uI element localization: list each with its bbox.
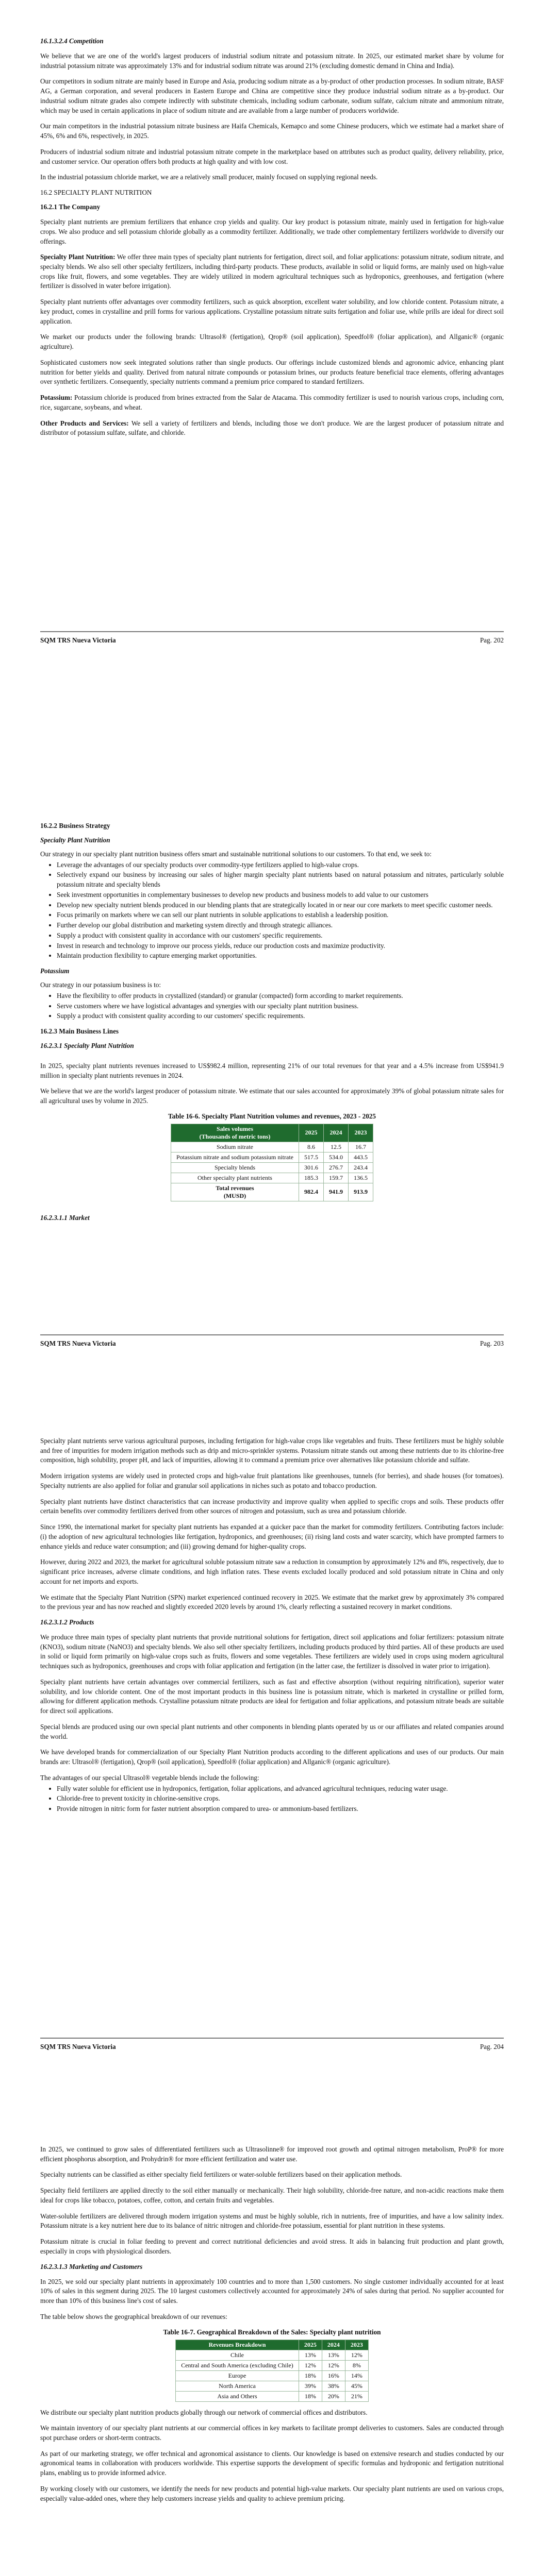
bullet-item: • Invest in research and technology to improve our process yields, reduce our production costs and maximize productivity. — [57, 941, 504, 951]
heading-the-company: 16.2.1 The Company — [40, 203, 101, 211]
bullet-item: • Develop new specialty nutrient blends produced in our blending plants that are strategically located in or near our core markets to meet specific customer needs. — [57, 901, 504, 910]
bullet-item: • Have the flexibility to offer products in crystallized (standard) or granular (compacted) form according to market requirements. — [57, 991, 504, 1001]
bullet-item: • Provide nitrogen in nitric form for faster nutrient absorption compared to urea- or ammonium-based fertilizers. — [57, 1804, 504, 1814]
bullet-item: • Fully water soluble for efficient use in hydroponics, fertigation, foliar applications, and advanced agricultural techniques, reducing water usage. — [57, 1784, 504, 1794]
footer-title: SQM TRS Nueva Victoria — [40, 636, 116, 644]
table-cell: 913.9 — [348, 1183, 373, 1201]
table-header-cell: 2024 — [322, 2340, 345, 2350]
footer-title: SQM TRS Nueva Victoria — [40, 2043, 116, 2050]
bullet-item: • Focus primarily on markets where we can sell our plant nutrients in soluble applications to establish a leadership position. — [57, 910, 504, 920]
paragraph: Specialty field fertilizers are applied directly to the soil either manually or mechanically. Their high solubility, chloride-free nature, and non-acidic reactions make them ideal for crops like tobacco, potatoes, coffee, cotton, and certain fruits and vegetables. — [40, 2187, 504, 2204]
table-cell: 8% — [345, 2360, 368, 2370]
heading-specialty-plant-nutrition: 16.2 SPECIALTY PLANT NUTRITION — [40, 189, 152, 197]
table-cell: 517.5 — [299, 1152, 323, 1162]
paragraph: As part of our marketing strategy, we offer technical and agronomical assistance to clients. Our knowledge is based on extensive research and studies conducted by our agronomical teams in collaboration with producers worldwide. This expertise supports the development of specific formulas and hydroponic and fertigation nutritional plans, enabling us to provide informed advice. — [40, 2449, 504, 2477]
bullet-item: • Serve customers where we have logistical advantages and synergies with our specialty plant nutrition business. — [57, 1002, 504, 1011]
potassium-bullet-list — [57, 991, 504, 1021]
table-cell: 982.4 — [299, 1183, 323, 1201]
paragraph: Specialty plant nutrients have distinct characteristics that can increase productivity and improve quality when applied to specific crops and soils. These products offer certain benefits over commodity fertilizers derived from other sources of nitrogen and potassium, such as urea and potassium chloride. — [40, 1497, 504, 1515]
table-cell: Central and South America (excluding Chile) — [176, 2360, 299, 2370]
paragraph-text: We offer three main types of specialty plant nutrients for fertigation, direct soil, and foliar applications: potassium nitrate, sodium nitrate, and specialty blends. We also sell other specialty fertilizers, including third-party products. These products, available in solid or liquid forms, are mainly used on high-value crops like fruit, flowers, and some vegetables. They are widely utilized in modern agricultural techniques such as hydroponics, greenhouses, and fertigation (where fertilizer is dissolved in water before irrigation). — [40, 253, 504, 290]
page-footer — [40, 1334, 504, 1348]
heading-competition: 16.1.3.2.4 Competition — [40, 37, 104, 45]
label-other-products: Other Products and Services: — [40, 419, 129, 427]
table-cell: 276.7 — [323, 1162, 348, 1173]
label-spn: Specialty Plant Nutrition: — [40, 253, 116, 261]
table-cell: 185.3 — [299, 1173, 323, 1183]
paragraph: We distribute our specialty plant nutrition products globally through our network of commercial offices and distributors. — [40, 2408, 368, 2416]
paragraph-spn — [40, 252, 504, 291]
table-cell: Asia and Others — [176, 2391, 299, 2401]
bullet-item: • Leverage the advantages of our specialty products over commodity-type fertilizers applied to high-value crops. — [57, 860, 504, 870]
page-204 — [0, 1406, 544, 2110]
table-cell: 45% — [345, 2381, 368, 2391]
paragraph-text: Potassium chloride is produced from brines extracted from the Salar de Atacama. This commodity fertilizer is used to nourish various crops, including corn, rice, sugarcane, soybeans, and wheat. — [40, 394, 504, 411]
paragraph: Specialty plant nutrients offer advantages over commodity fertilizers, such as quick absorption, excellent water solubility, and low chloride content. Potassium nitrate, a key product, comes in crystalline and prill forms for various applications. Crystalline potassium nitrate suits fertigation and foliar use, while prills are ideal for direct soil application. — [40, 298, 504, 325]
geographical-breakdown-table — [175, 2340, 369, 2402]
table-cell: 12% — [322, 2360, 345, 2370]
table-row — [176, 2370, 369, 2381]
paragraph: By working closely with our customers, we identify the needs for new products and potential high-value markets. Our specialty plant nutrients are used on various crops, especially value-added ones, where they help customers increase yields and quality to achieve premium pricing. — [40, 2484, 504, 2502]
heading-potassium: Potassium — [40, 967, 70, 975]
table-cell: 16.7 — [348, 1142, 373, 1152]
heading-main-business-lines: 16.2.3 Main Business Lines — [40, 1027, 119, 1036]
spn-volumes-table — [171, 1124, 373, 1201]
table-header-cell: 2023 — [345, 2340, 368, 2350]
paragraph: We believe that we are one of the world's largest producers of industrial sodium nitrate and potassium nitrate. In 2025, our estimated market share by volume for industrial potassium nitrate was approximately 13% and for industrial sodium nitrate was around 21% (excluding domestic demand in China and India). — [40, 52, 504, 70]
paragraph: Special blends are produced using our own special plant nutrients and other components in blending plants operated by us or our affiliates and related companies around the world. — [40, 1722, 504, 1740]
table-header-cell: Revenues Breakdown — [176, 2340, 299, 2350]
bullet-item: • Seek investment opportunities in complementary businesses to develop new products and business models to add value to our customers — [57, 890, 504, 900]
paragraph: Modern irrigation systems are widely used in protected crops and high-value fruit plantations like greenhouses, tunnels (for berries), and shade houses (for tomatoes). Specialty nutrients are also applied for foliar and granular soil applications in niches such as potato and tobacco production. — [40, 1472, 504, 1489]
table-cell: 21% — [345, 2391, 368, 2401]
table-header-cell: Sales volumes (Thousands of metric tons) — [171, 1124, 299, 1142]
table-row — [171, 1152, 373, 1162]
table-header-cell: 2025 — [299, 2340, 322, 2350]
table-header-cell: 2025 — [299, 1124, 323, 1142]
table-cell: 12.5 — [323, 1142, 348, 1152]
table-row — [176, 2360, 369, 2370]
bullet-item: • Supply a product with consistent quality in accordance with our customers' specific requirements. — [57, 931, 504, 941]
table-row — [171, 1162, 373, 1173]
paragraph: Water-soluble fertilizers are delivered through modern irrigation systems and must be highly soluble, rich in nutrients, free of impurities, and have a low salinity index. Potassium nitrate is a key nutrient here due to its balance of nitric nitrogen and chloride-free potassium, essential for plant nutrition in these systems. — [40, 2212, 504, 2230]
paragraph: We estimate that the Specialty Plant Nutrition (SPN) market experienced continued recovery in 2025. We estimate that the market grew by approximately 3% compared to the previous year and has now reached and slightly exceeded 2020 levels by around 1%, clearly reflecting a sustained recovery in market conditions. — [40, 1593, 504, 1611]
bullet-item: • Selectively expand our business by increasing our sales of higher margin specialty plant nutrients based on natural potassium and nitrates, particularly soluble potassium nitrate and specialty blends — [57, 870, 504, 889]
table-header-cell: 2023 — [348, 1124, 373, 1142]
paragraph: Sophisticated customers now seek integrated solutions rather than single products. Our offerings include customized blends and agronomic advice, enhancing plant nutrition for better yields and quality. Derived from natural nitrate compounds or potassium brines, our products feature beneficial trace elements, offering advantages over synthetic fertilizers. Consequently, specialty nutrients command a premium price compared to standard fertilizers. — [40, 358, 504, 386]
paragraph: In 2025, we continued to grow sales of differentiated fertilizers such as Ultrasolinne® for improved root growth and optimal nitrogen metabolism, ProP® for more efficient phosphorus absorption, and Prohydrin® for more efficient fertilization and water use. — [40, 2145, 504, 2163]
heading-spn-lines: 16.2.3.1 Specialty Plant Nutrition — [40, 1042, 134, 1050]
table-cell: 20% — [322, 2391, 345, 2401]
table-total-row — [171, 1183, 373, 1201]
heading-spn-strategy: Specialty Plant Nutrition — [40, 836, 110, 844]
table-cell: Other specialty plant nutrients — [171, 1173, 299, 1183]
table-cell: 136.5 — [348, 1173, 373, 1183]
table-cell: 243.4 — [348, 1162, 373, 1173]
paragraph: Producers of industrial sodium nitrate and industrial potassium nitrate compete in the marketplace based on attributes such as product quality, delivery reliability, price, and customer service. Our operation offers both products at high quality and with low cost. — [40, 147, 504, 165]
table-caption: Table 16-6. Specialty Plant Nutrition volumes and revenues, 2023 - 2025 — [168, 1112, 376, 1120]
table-cell: 18% — [299, 2370, 322, 2381]
paragraph: We maintain inventory of our specialty plant nutrients at our commercial offices in key markets to facilitate prompt deliveries to customers. Sales are conducted through spot purchase orders or short-term contracts. — [40, 2424, 504, 2442]
table-cell: 443.5 — [348, 1152, 373, 1162]
table-cell: 301.6 — [299, 1162, 323, 1173]
strategy-bullet-list — [57, 860, 504, 961]
table-cell: 14% — [345, 2370, 368, 2381]
table-cell: 12% — [299, 2360, 322, 2370]
ultrasol-bullet-list — [57, 1784, 504, 1814]
table-cell: Chile — [176, 2350, 299, 2360]
page-number: Pag. 203 — [480, 1340, 504, 1347]
table-cell: 16% — [322, 2370, 345, 2381]
paragraph: We have developed brands for commercialization of our Specialty Plant Nutrition products according to the different applications and uses of our products. Our main brands are: Ultrasol® (fertigation), Qrop® (soil application), Speedfol® (foliar application) and Allganic® (organic agriculture). — [40, 1748, 504, 1766]
paragraph-text: We sell a variety of fertilizers and blends, including those we don't produce. We are the largest producer of potassium nitrate and distributor of potassium sulfate, sulfate, and chloride. — [40, 419, 504, 437]
table-row — [171, 1173, 373, 1183]
page-number: Pag. 204 — [480, 2043, 504, 2050]
table-cell: 159.7 — [323, 1173, 348, 1183]
table-cell: 39% — [299, 2381, 322, 2391]
bullet-item: • Maintain production flexibility to capture emerging market opportunities. — [57, 951, 504, 961]
footer-title: SQM TRS Nueva Victoria — [40, 1340, 116, 1347]
heading-products: 16.2.3.1.2 Products — [40, 1618, 94, 1626]
paragraph: Potassium nitrate is crucial in foliar feeding to prevent and correct nutritional deficiencies and avoid stress. It aids in balancing fruit production and plant growth, especially in crops with physiological disorders. — [40, 2238, 504, 2255]
table-cell: Specialty blends — [171, 1162, 299, 1173]
paragraph: Our competitors in sodium nitrate are mainly based in Europe and Asia, producing sodium nitrate as a by-product of other production processes. In sodium nitrate, BASF AG, a German corporation, and several producers in Eastern Europe and China are competitive since they produce industrial sodium nitrate as a by-product. Our industrial sodium nitrate grades also compete indirectly with substitute chemicals, including sodium carbonate, sodium sulfate, calcium nitrate and ammonium nitrate, which may be used in certain applications in place of sodium nitrate and are available from a large number of producers worldwide. — [40, 77, 504, 114]
table-cell: Potassium nitrate and sodium potassium nitrate — [171, 1152, 299, 1162]
paragraph: In 2025, we sold our specialty plant nutrients in approximately 100 countries and to more than 1,500 customers. No single customer individually accounted for at least 10% of sales in this segment during 2025. The 10 largest customers collectively accounted for approximately 24% of sales during that period. No supplier accounted for more than 10% of this business line's cost of sales. — [40, 2277, 504, 2305]
table-cell: 8.6 — [299, 1142, 323, 1152]
table-cell: 13% — [322, 2350, 345, 2360]
paragraph: Specialty plant nutrients have certain advantages over commercial fertilizers, such as fast and effective absorption (without requiring nitrification), superior water solubility, and low chloride content. One of the most important products in this business line is potassium nitrate, which is marketed in crystalline or prilled form, allowing for different application methods. Crystalline potassium nitrate products are ideal for fertigation and foliar applications, and potassium nitrate beads are suitable for direct soil applications. — [40, 1677, 504, 1715]
table-row — [171, 1142, 373, 1152]
table-cell: 13% — [299, 2350, 322, 2360]
page-205 — [0, 2110, 544, 2576]
bullet-item: • Chloride-free to prevent toxicity in chlorine-sensitive crops. — [57, 1794, 504, 1804]
table-cell: Europe — [176, 2370, 299, 2381]
paragraph: We produce three main types of specialty plant nutrients that provide nutritional solutions for fertigation, direct soil applications and foliar fertilizers: potassium nitrate (KNO3), sodium nitrate (NaNO3) and specialty blends. We also sell other specialty fertilizers, including products produced by third parties. All of these products are used in solid or liquid form primarily on high-value crops such as fruits, flowers and some vegetables. These fertilizers are widely used in crops using modern agricultural techniques such as hydroponics, greenhouses and crops with foliar application and fertigation (in the latter case, the fertilizer is dissolved in water prior to irrigation). — [40, 1633, 504, 1670]
table-cell: 941.9 — [323, 1183, 348, 1201]
paragraph: Our main competitors in the industrial potassium nitrate business are Haifa Chemicals, Kemapco and some Chinese producers, which we estimate had a market share of 45%, 6% and 6%, respectively, in 2025. — [40, 122, 504, 140]
heading-market: 16.2.3.1.1 Market — [40, 1213, 90, 1222]
bullet-item: • Further develop our global distribution and marketing system directly and through strategic alliances. — [57, 921, 504, 930]
table-cell: 534.0 — [323, 1152, 348, 1162]
table-cell: 12% — [345, 2350, 368, 2360]
table-caption: Table 16-7. Geographical Breakdown of the Sales: Specialty plant nutrition — [163, 2328, 381, 2336]
page-footer — [40, 631, 504, 645]
paragraph: We market our products under the following brands: Ultrasol® (fertigation), Qrop® (soil application), Speedfol® (foliar application), and Allganic® (organic agriculture). — [40, 333, 504, 351]
table-header-cell: 2024 — [323, 1124, 348, 1142]
heading-marketing: 16.2.3.1.3 Marketing and Customers — [40, 2262, 143, 2270]
paragraph: Since 1990, the international market for specialty plant nutrients has expanded at a quicker pace than the market for commodity fertilizers. Contributing factors include: (i) the adoption of new agricultural technologies like fertigation, hydroponics, and greenhouses; (ii) rising land costs and water scarcity, which have prompted farmers to enhance yields and reduce water consumption; and (iii) growing demand for higher-quality crops. — [40, 1523, 504, 1550]
paragraph: Specialty nutrients can be classified as either specialty field fertilizers or water-soluble fertilizers based on their application methods. — [40, 2171, 402, 2179]
page-203 — [0, 703, 544, 1406]
paragraph: Specialty plant nutrients serve various agricultural purposes, including fertigation for high-value crops like vegetables and fruits. These fertilizers must be highly soluble and free of impurities for modern irrigation methods such as drip and micro-sprinkler systems. Potassium nitrate stands out among these nutrients due to its chlorine-free composition, high solubility, proper pH, and lack of impurities, allowing it to command a premium price over alternatives like potassium chloride and sulfate. — [40, 1437, 504, 1464]
paragraph: In 2025, specialty plant nutrients revenues increased to US$982.4 million, representing 21% of our total revenues for that year and a 4.5% increase from US$941.9 million in specialty plant nutrients revenues in 2024. — [40, 1062, 504, 1079]
page-202 — [0, 0, 544, 703]
table-row — [176, 2381, 369, 2391]
paragraph: However, during 2022 and 2023, the market for agricultural soluble potassium nitrate saw a reduction in consumption by approximately 12% and 8%, respectively, due to significant price increases, adverse climate conditions, and high inflation rates. These events excluded locally produced and sold potassium nitrate in China and only account for net imports and exports. — [40, 1558, 504, 1585]
table-cell: 18% — [299, 2391, 322, 2401]
table-cell: 38% — [322, 2381, 345, 2391]
heading-business-strategy: 16.2.2 Business Strategy — [40, 822, 110, 829]
paragraph: We believe that we are the world's largest producer of potassium nitrate. We estimate that our sales accounted for approximately 39% of global potassium nitrate sales for all agricultural uses by volume in 2025. — [40, 1087, 504, 1105]
paragraph: The table below shows the geographical breakdown of our revenues: — [40, 2312, 227, 2320]
page-footer — [40, 2038, 504, 2051]
paragraph-potassium — [40, 393, 504, 412]
paragraph: Specialty plant nutrients are premium fertilizers that enhance crop yields and quality. Our key product is potassium nitrate, mainly used in fertigation for high-value crops. We also produce and sell potassium chloride globally as a commodity fertilizer. Additionally, we trade other complementary fertilizers worldwide to diversify our offerings. — [40, 218, 504, 245]
table-cell: Sodium nitrate — [171, 1142, 299, 1152]
paragraph: The advantages of our special Ultrasol® vegetable blends include the following: — [40, 1773, 259, 1782]
table-row — [176, 2391, 369, 2401]
bullet-item: • Supply a product with consistent quality according to our customers' specific requirements. — [57, 1011, 504, 1021]
paragraph: Our strategy in our specialty plant nutrition business offers smart and sustainable nutritional solutions to our customers. To that end, we seek to: — [40, 850, 432, 858]
paragraph-other — [40, 419, 504, 438]
page-number: Pag. 202 — [480, 636, 504, 644]
table-cell: Total revenues (MUSD) — [171, 1183, 299, 1201]
table-cell: North America — [176, 2381, 299, 2391]
label-potassium: Potassium: — [40, 394, 73, 402]
paragraph: Our strategy in our potassium business is to: — [40, 981, 161, 989]
table-row — [176, 2350, 369, 2360]
paragraph: In the industrial potassium chloride market, we are a relatively small producer, mainly focused on supplying regional needs. — [40, 173, 378, 181]
